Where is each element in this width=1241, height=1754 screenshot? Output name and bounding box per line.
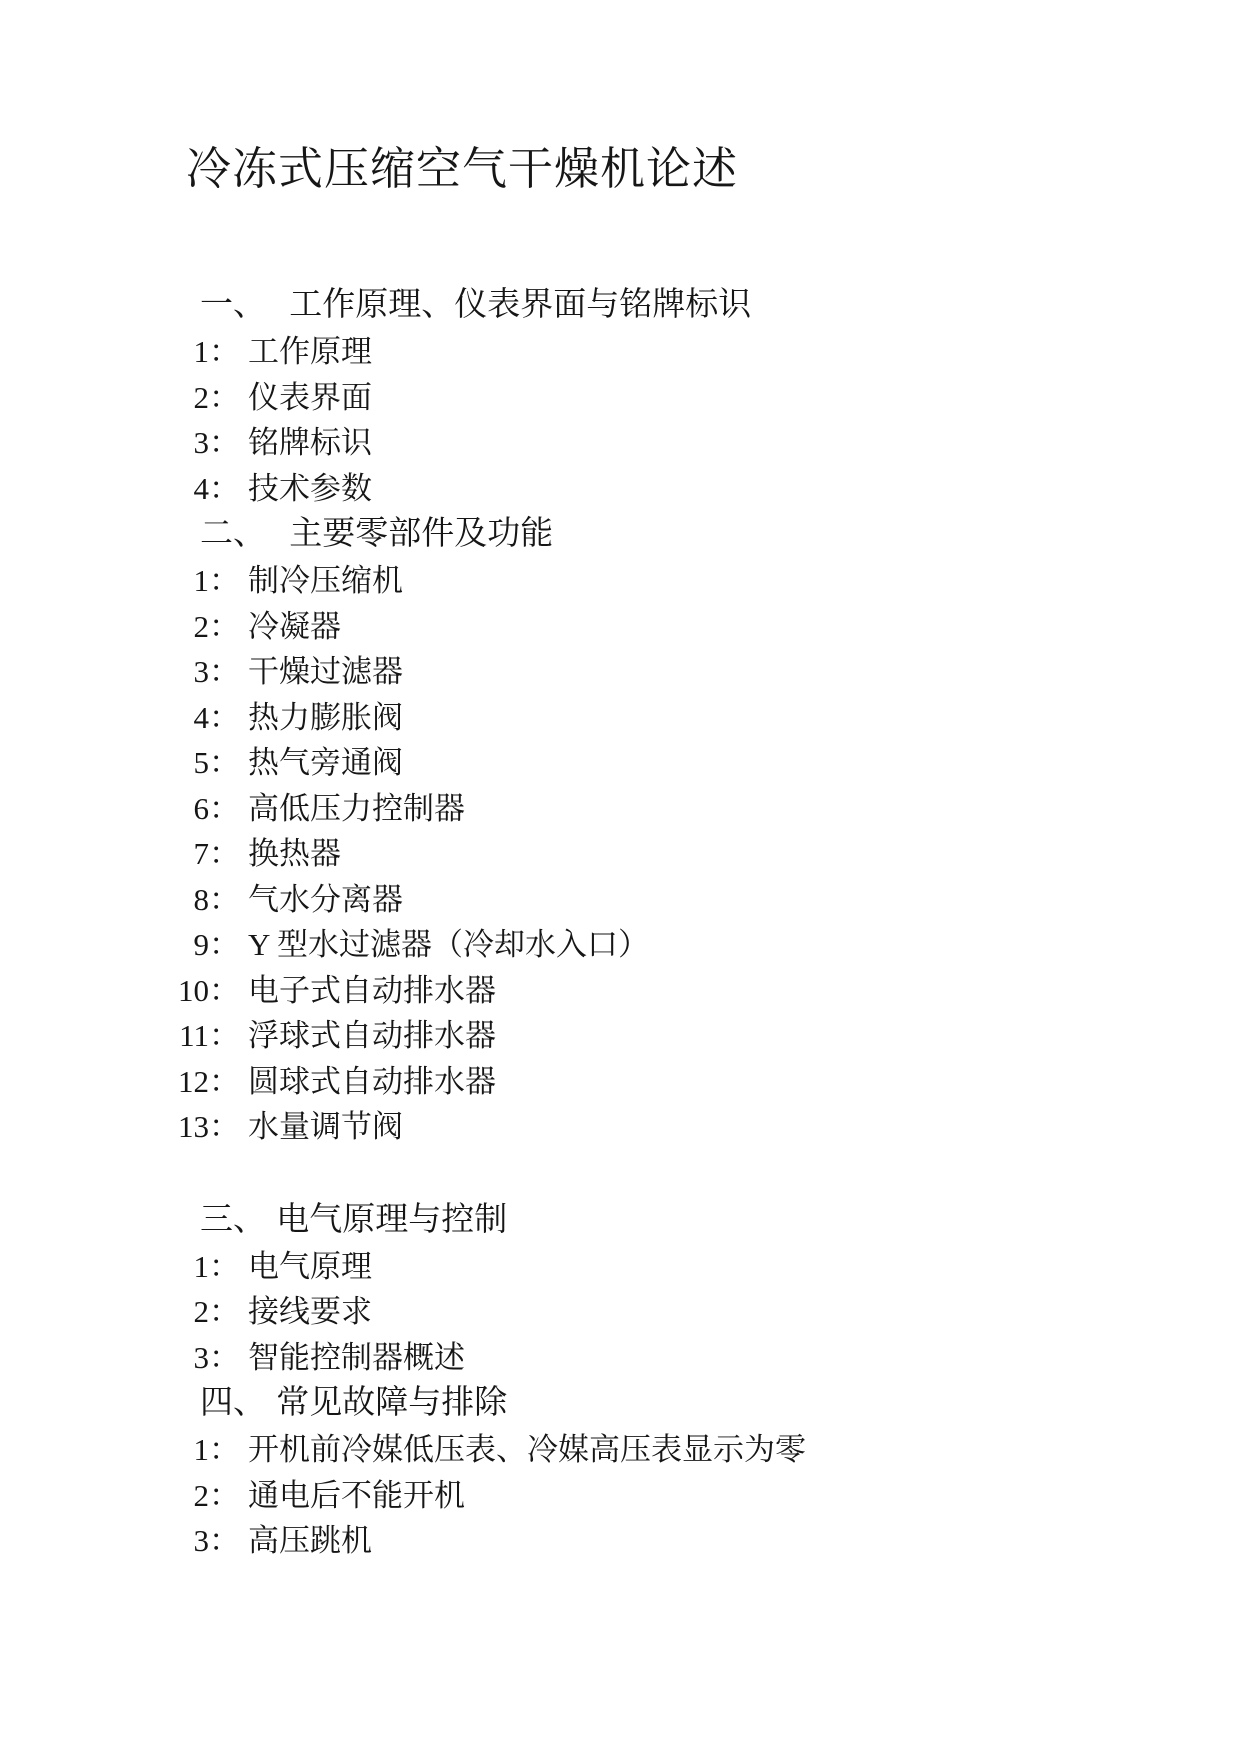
toc-item-number: 2： [193, 1294, 240, 1329]
toc-item-number: 1： [193, 334, 240, 369]
toc-item-label: 干燥过滤器 [248, 654, 403, 689]
toc-item [0, 1427, 1241, 1473]
toc-item-label: 电气原理 [248, 1248, 372, 1284]
toc-item-number: 3： [193, 425, 240, 460]
toc-item [0, 786, 1241, 832]
toc-item [0, 877, 1241, 923]
blank-line [0, 1150, 1241, 1197]
toc-item [0, 740, 1241, 786]
section-number: 四、 [200, 1385, 266, 1421]
section-number: 三、 [200, 1201, 266, 1238]
toc-item [0, 831, 1241, 877]
toc-item [0, 558, 1241, 604]
section-number: 二、 [200, 516, 266, 552]
toc-item-label: 圆球式自动排水器 [248, 1063, 496, 1099]
section-heading [0, 511, 1241, 558]
toc-item-label: 高压跳机 [248, 1523, 372, 1558]
toc-item-number: 4： [193, 470, 240, 506]
toc-item-number: 7： [193, 836, 240, 871]
section-title: 常见故障与排除 [276, 1385, 508, 1421]
toc-item-label: 热力膨胀阀 [248, 699, 403, 735]
toc-item-label: 铭牌标识 [248, 425, 372, 460]
toc-item-label: 工作原理 [248, 334, 372, 369]
toc-item-label: 电子式自动排水器 [248, 972, 496, 1008]
toc-item-number: 2： [193, 1477, 240, 1513]
toc-item-label: 气水分离器 [248, 881, 403, 917]
toc-item-label: 水量调节阀 [248, 1109, 403, 1144]
toc-item [0, 420, 1241, 466]
toc-item-number: 9： [193, 927, 240, 962]
section-title: 主要零部件及功能 [289, 516, 554, 552]
toc-item-label: 技术参数 [248, 470, 372, 506]
section-title: 工作原理、仪表界面与铭牌标识 [289, 287, 752, 323]
toc-item-label: Y 型水过滤器（冷却水入口） [248, 927, 649, 962]
toc-item [0, 1059, 1241, 1105]
toc-item [0, 649, 1241, 695]
toc-item-label: 浮球式自动排水器 [248, 1018, 496, 1053]
toc-item-number: 4： [193, 699, 240, 735]
toc-item [0, 1473, 1241, 1519]
toc-item [0, 375, 1241, 421]
toc-item-number: 3： [193, 1339, 240, 1375]
toc-item [0, 466, 1241, 512]
toc-item-label: 开机前冷媒低压表、冷媒高压表显示为零 [248, 1432, 806, 1467]
toc-item-number: 11： [179, 1018, 240, 1053]
toc-item-label: 换热器 [248, 836, 341, 871]
document-title: 冷冻式压缩空气干燥机论述 [186, 144, 739, 194]
toc-item-label: 热气旁通阀 [248, 745, 403, 780]
section-heading [0, 282, 1241, 329]
toc-item-number: 8： [193, 881, 240, 917]
toc-item-label: 仪表界面 [248, 379, 372, 415]
toc-item-number: 12： [178, 1063, 240, 1099]
toc-item-number: 10： [178, 972, 240, 1008]
toc-item-number: 5： [193, 745, 240, 780]
toc-item-label: 高低压力控制器 [248, 790, 465, 826]
toc-item-number: 1： [193, 1432, 240, 1467]
toc-item [0, 604, 1241, 650]
toc-item [0, 1289, 1241, 1335]
section-heading [0, 1380, 1241, 1427]
section-heading [0, 1197, 1241, 1244]
toc-item [0, 1013, 1241, 1059]
toc-item [0, 1244, 1241, 1290]
toc-item-number: 3： [193, 654, 240, 689]
table-of-contents [0, 282, 1241, 1564]
toc-item-number: 6： [193, 790, 240, 826]
toc-item-label: 冷凝器 [248, 608, 341, 644]
toc-item-label: 制冷压缩机 [248, 563, 403, 598]
toc-item [0, 1518, 1241, 1564]
toc-item [0, 1335, 1241, 1381]
toc-item [0, 1104, 1241, 1150]
toc-item-number: 2： [193, 379, 240, 415]
toc-item-number: 13： [178, 1109, 240, 1144]
toc-item [0, 922, 1241, 968]
toc-item-label: 接线要求 [248, 1294, 372, 1329]
section-title: 电气原理与控制 [276, 1201, 508, 1238]
toc-item-label: 智能控制器概述 [248, 1339, 465, 1375]
toc-item [0, 968, 1241, 1014]
toc-item-number: 3： [193, 1523, 240, 1558]
toc-item [0, 329, 1241, 375]
toc-item-number: 1： [193, 1248, 240, 1284]
toc-item-number: 1： [193, 563, 240, 598]
section-number: 一、 [200, 287, 266, 323]
toc-item-label: 通电后不能开机 [248, 1477, 465, 1513]
toc-item-number: 2： [193, 608, 240, 644]
toc-item [0, 695, 1241, 741]
